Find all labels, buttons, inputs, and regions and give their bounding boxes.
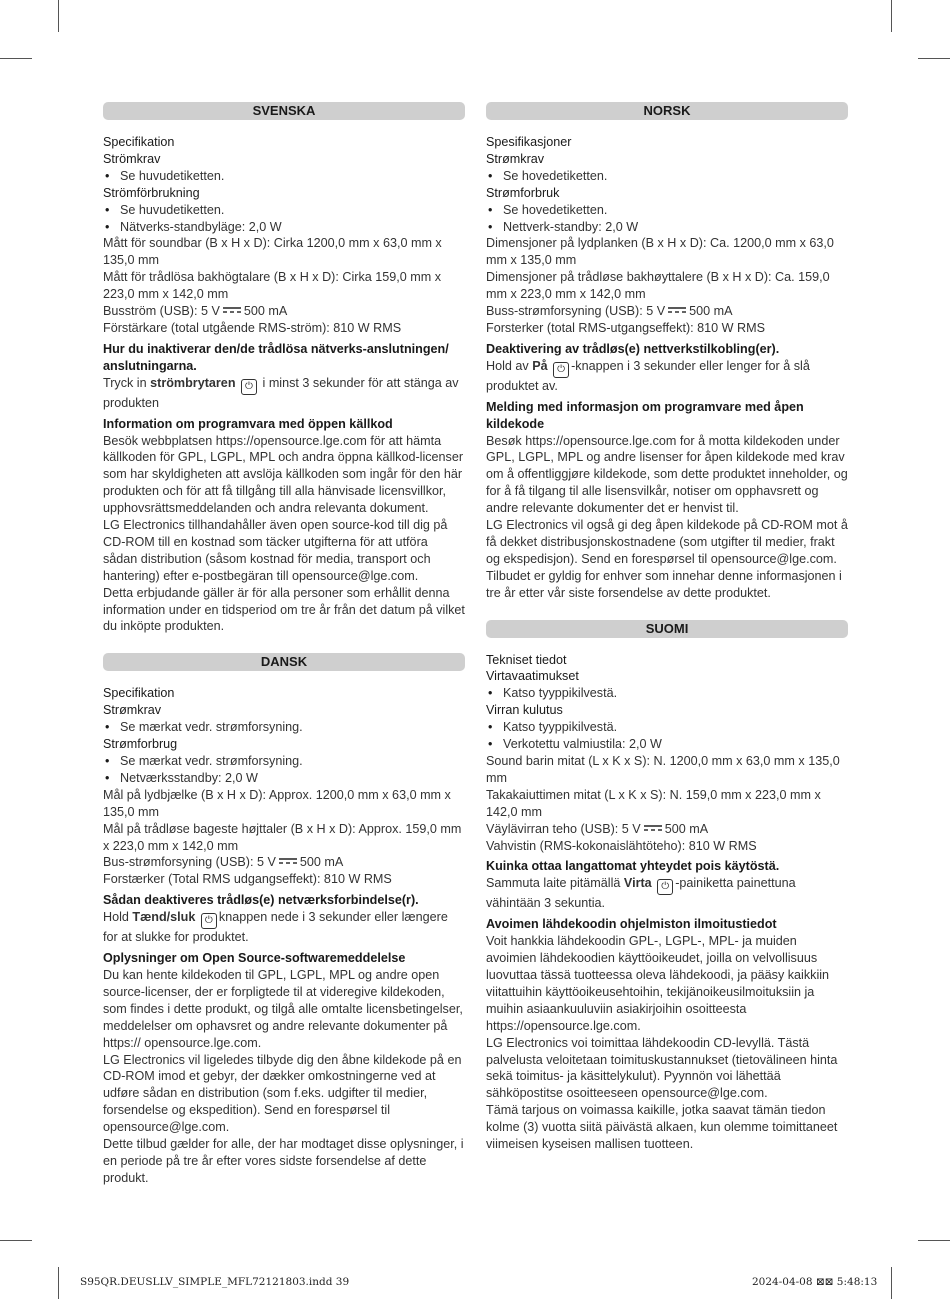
opensource-para: LG Electronics vil også gi deg åpen kildekode på CD-ROM mot å få dekket distribusjonskostnadene (som utgifter til medier, frakt og ekspedisjon). Send en forespørsel til opensource@lge.com.	[486, 518, 848, 566]
disable-button-name: På	[532, 358, 548, 373]
dim-rear: Mål på trådløse bageste højttaler (B x H x D): Approx. 159,0 mm x 223,0 mm x 142,0 mm	[103, 821, 462, 853]
list-item: • Nätverks-standbyläge: 2,0 W	[103, 219, 465, 236]
disable-text	[486, 875, 848, 912]
amp-line: Forstærker (Total RMS udgangseffekt): 810 W RMS	[103, 872, 392, 887]
section-svenska	[103, 102, 465, 635]
opensource-heading: Melding med informasjon om programvare med åpen kildekode	[486, 399, 804, 431]
disable-text-1: Sammuta laite pitämällä	[486, 876, 621, 891]
usb-current: 500 mA	[689, 304, 733, 319]
opensource-para: Besøk https://opensource.lge.com for å motta kildekoden under GPL, LGPL, MPL og andre lisenser for åpen kildekode med krav om å offentliggjøre kildekode, som dette produktet inneholder, og for å få tilgang til alle lisensvilkår, notiser om opphavsrett og andre relevante dokumenter det er henvist til.	[486, 433, 848, 516]
power-icon: ⏻	[201, 913, 217, 929]
list-item: • Se mærkat vedr. strømforsyning.	[103, 719, 465, 736]
disable-button-name: Virta	[623, 876, 652, 891]
spec-heading: Specifikation	[103, 686, 175, 701]
disable-text-2: i minst 3 sekunder för att stänga av produkten	[103, 375, 459, 410]
power-req-heading: Strømkrav	[486, 151, 545, 166]
spec-heading: Spesifikasjoner	[486, 135, 572, 149]
dim-rear: Dimensjoner på trådløse bakhøyttalere (B x H x D): Ca. 159,0 mm x 223,0 mm x 142,0 mm	[486, 270, 830, 302]
dim-rear: Mått för trådlösa bakhögtalare (B x H x D): Cirka 159,0 mm x 223,0 mm x 142,0 mm	[103, 270, 442, 302]
dim-soundbar: Mål på lydbjælke (B x H x D): Approx. 1200,0 mm x 63,0 mm x 135,0 mm	[103, 787, 451, 819]
power-icon: ⏻	[553, 362, 569, 378]
consumption-heading: Virran kulutus	[486, 703, 563, 718]
disable-text-1: Hold	[103, 910, 129, 925]
opensource-para: Du kan hente kildekoden til GPL, LGPL, MPL og andre open source-licenser, der er forpligtede til at videregive kildekoden, som findes i dette produkt, og tilgå alle omtalte licensbetingelser, meddelelser om ophavsret og andre relevante dokumenter på https:// opensource.lge.com.	[103, 967, 463, 1050]
crop-mark	[58, 1267, 59, 1299]
disable-heading: Sådan deaktiveres trådløs(e) netværksforbindelse(r).	[103, 893, 419, 908]
disable-text-2: -knappen i 3 sekunder eller lenger for å slå produktet av.	[486, 358, 810, 393]
opensource-para: Dette tilbud gælder for alle, der har modtaget disse oplysninger, i en periode på tre år efter vores sidste forsendelse af dette produkt.	[103, 1137, 464, 1185]
power-req-heading: Strömkrav	[103, 151, 161, 166]
section-title: SVENSKA	[103, 102, 465, 120]
section-suomi	[486, 620, 848, 1153]
opensource-para: LG Electronics vil ligeledes tilbyde dig den åbne kildekode på en CD-ROM imod et gebyr, der dækker omkostningerne ved at udføre sådan en distribution (som f.eks. udgifter til medier, forsendelse og ekspedition). Send en forespørsel til opensource@lge.com.	[103, 1052, 462, 1135]
disable-heading: Kuinka ottaa langattomat yhteydet pois käytöstä.	[486, 859, 780, 874]
opensource-para: Detta erbjudande gäller är för alla personer som erhållit denna information under en tidsperiod om tre år från det datum på vilket du inköpte produkten.	[103, 585, 465, 634]
usb-current: 500 mA	[664, 821, 709, 836]
section-title: SUOMI	[486, 620, 848, 638]
dc-symbol-icon	[644, 824, 662, 832]
disable-text-2: knappen nede i 3 sekunder eller længere for at slukke for produktet.	[103, 910, 448, 945]
opensource-para: LG Electronics tillhandahåller även open source-kod till dig på CD-ROM till en kostnad som täcker utgifterna för att utföra sådan distribution (såsom kostnad för media, transport och hantering) efter e-postbegäran till opensource@lge.com.	[103, 518, 448, 583]
consumption-heading: Strømforbrug	[103, 737, 178, 752]
usb-current: 500 mA	[299, 855, 344, 870]
usb-line	[103, 303, 465, 320]
list-item: • Se hovedetiketten.	[486, 202, 848, 219]
list-item: • Verkotettu valmiustila: 2,0 W	[486, 736, 848, 753]
usb-label: Buss-strømforsyning (USB): 5 V	[486, 304, 666, 319]
spec-heading: Specifikation	[103, 135, 175, 149]
dim-soundbar: Mått för soundbar (B x H x D): Cirka 1200,0 mm x 63,0 mm x 135,0 mm	[103, 236, 442, 268]
disable-text	[103, 375, 465, 412]
dim-soundbar: Sound barin mitat (L x K x S): N. 1200,0 mm x 63,0 mm x 135,0 mm	[486, 754, 840, 785]
section-title: NORSK	[486, 102, 848, 120]
usb-current: 500 mA	[243, 304, 288, 319]
usb-line	[486, 821, 848, 838]
disable-text-1: Hold av	[486, 358, 529, 373]
opensource-para: LG Electronics voi toimittaa lähdekoodin CD-levyllä. Tästä palvelusta veloitetaan toimituskustannukset (tietovälineen hinta sekä toimitus- ja käsittelykulut). Pyynnön voi lähettää sähköpostitse osoitteeseen opensource@lge.com.	[486, 1035, 838, 1101]
crop-mark	[0, 1240, 32, 1241]
amp-line: Forsterker (total RMS-utgangseffekt): 810 W RMS	[486, 320, 766, 335]
opensource-para: Tilbudet er gyldig for enhver som innehar denne informasjonen i tre år etter vår siste forsendelse av dette produktet.	[486, 568, 842, 600]
footer-timestamp: 2024-04-08 ⊠⊠ 5:48:13	[752, 1276, 878, 1288]
usb-label: Bus-strømforsyning (USB): 5 V	[103, 855, 276, 870]
right-column	[486, 102, 848, 1171]
disable-text-2: -painiketta painettuna vähintään 3 sekuntia.	[486, 876, 796, 911]
opensource-heading: Information om programvara med öppen källkod	[103, 416, 393, 431]
opensource-heading: Oplysninger om Open Source-softwaremeddelelse	[103, 951, 406, 966]
disable-button-name: strömbrytaren	[150, 375, 236, 390]
dim-soundbar: Dimensjoner på lydplanken (B x H x D): Ca. 1200,0 mm x 63,0 mm x 135,0 mm	[486, 236, 834, 268]
crop-mark	[918, 1240, 950, 1241]
crop-mark	[891, 0, 892, 32]
disable-text	[486, 358, 848, 395]
spec-heading: Tekniset tiedot	[486, 652, 567, 667]
crop-mark	[0, 58, 32, 59]
power-icon: ⏻	[241, 379, 257, 395]
list-item: • Nettverk-standby: 2,0 W	[486, 219, 848, 236]
list-item: • Katso tyyppikilvestä.	[486, 719, 848, 736]
usb-label: Väylävirran teho (USB): 5 V	[486, 821, 641, 836]
dc-symbol-icon	[223, 306, 241, 314]
dc-symbol-icon	[279, 857, 297, 865]
disable-text	[103, 909, 465, 946]
usb-label: Busström (USB): 5 V	[103, 304, 220, 319]
footer-filename: S95QR.DEUSLLV_SIMPLE_MFL72121803.indd 39	[80, 1276, 350, 1288]
opensource-heading: Avoimen lähdekoodin ohjelmiston ilmoitustiedot	[486, 917, 777, 932]
power-req-heading: Strømkrav	[103, 703, 162, 718]
list-item: • Se hovedetiketten.	[486, 168, 848, 185]
crop-mark	[918, 58, 950, 59]
crop-mark	[891, 1267, 892, 1299]
list-item: • Katso tyyppikilvestä.	[486, 685, 848, 702]
dim-rear: Takakaiuttimen mitat (L x K x S): N. 159,0 mm x 223,0 mm x 142,0 mm	[486, 787, 821, 819]
opensource-para: Tämä tarjous on voimassa kaikille, jotka saavat tämän tiedon kolme (3) vuotta siitä päivästä alkaen, kun olemme toimittaneet viimeisen kyseisen mallisen tuotteen.	[486, 1103, 838, 1152]
list-item: • Se huvudetiketten.	[103, 168, 465, 185]
disable-heading: Hur du inaktiverar den/de trådlösa nätverks-anslutningen/ anslutningarna.	[103, 341, 449, 373]
amp-line: Vahvistin (RMS-kokonaislähtöteho): 810 W RMS	[486, 838, 757, 853]
list-item: • Se huvudetiketten.	[103, 202, 465, 219]
left-column	[103, 102, 465, 1205]
dc-symbol-icon	[668, 306, 686, 314]
amp-line: Förstärkare (total utgående RMS-ström): 810 W RMS	[103, 320, 402, 335]
section-norsk	[486, 102, 848, 602]
section-dansk	[103, 653, 465, 1186]
section-title: DANSK	[103, 653, 465, 671]
list-item: • Netværksstandby: 2,0 W	[103, 770, 465, 787]
list-item: • Se mærkat vedr. strømforsyning.	[103, 753, 465, 770]
crop-mark	[58, 0, 59, 32]
opensource-para: Besök webbplatsen https://opensource.lge.com för att hämta källkoden för GPL, LGPL, MPL och andra öppna källkod-licenser som har skyldigheten att avslöja källkoden som ingår för den här produkten och för att få tillgång till alla hänvisade licensvillkor, upphovsrättsmeddelanden och andra relevanta dokument.	[103, 433, 464, 516]
disable-text-1: Tryck in	[103, 375, 147, 390]
usb-line	[486, 303, 848, 320]
power-req-heading: Virtavaatimukset	[486, 669, 579, 684]
consumption-heading: Strömförbrukning	[103, 185, 200, 200]
disable-heading: Deaktivering av trådløs(e) nettverkstilkobling(er).	[486, 341, 780, 356]
consumption-heading: Strømforbruk	[486, 185, 560, 200]
power-icon: ⏻	[657, 879, 673, 895]
disable-button-name: Tænd/sluk	[132, 910, 196, 925]
usb-line	[103, 854, 465, 871]
opensource-para: Voit hankkia lähdekoodin GPL-, LGPL-, MPL- ja muiden avoimien lähdekoodien käyttöoikeudet, joilla on velvollisuus luovuttaa tässä tuotteessa oleva lähdekoodi, ja pääsy kaikkiin viitattuihin käyttöoikeusehtoihin, tekijänoikeusilmoituksiin ja muihin asiaankuuluviin asiakirjoihin osoitteesta https://opensource.lge.com.	[486, 934, 830, 1033]
